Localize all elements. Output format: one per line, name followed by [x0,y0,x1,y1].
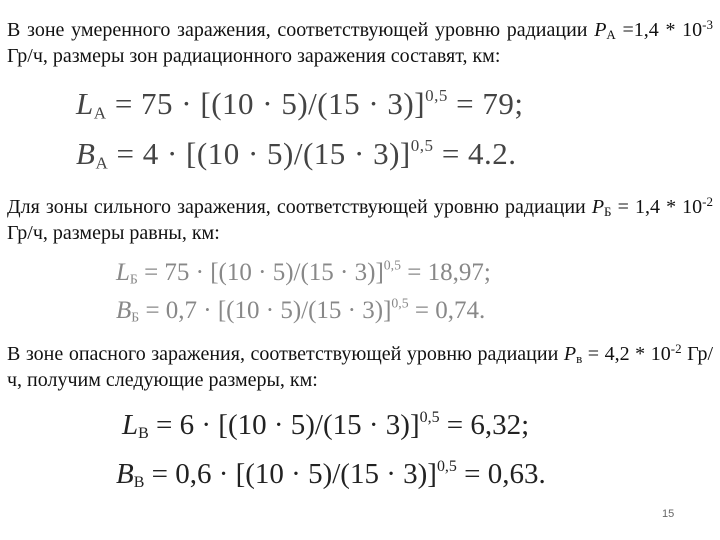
radiation-level-subscript: А [606,27,616,42]
radiation-level-exponent: -2 [702,194,713,209]
formula-length-strong: $L_Б = 75 \cdot [(10 \cdot 5)/(15 \cdot 3)]^{0,5} = 18,97$; [116,257,491,287]
paragraph-moderate-zone: В зоне умеренного заражения, соответствующей уровню радиации $P_А =1,4 * 10^{-3}$ Гр/ч, размеры зон радиационного заражения составят, км: [7,17,714,67]
radiation-level-exponent: -3 [702,17,714,32]
formula-width-dangerous: $B_В = 0,6 \cdot [(10 \cdot 5)/(15 \cdot 3)]^{0,5} = 0,63$. [116,458,546,491]
radiation-level-subscript: Б [604,204,612,219]
formula-length-dangerous: $L_В = 6 \cdot [(10 \cdot 5)/(15 \cdot 3)]^{0,5} = 6,32$; [122,409,530,442]
paragraph-strong-zone: Для зоны сильного заражения, соответствующей уровню радиации $P_Б = 1,4 * 10^{-2}$ Гр/ч, размеры равны, км: [7,194,713,244]
page-number: 15 [662,508,675,520]
radiation-level-symbol: P [563,343,577,365]
radiation-level-symbol: P [591,196,605,218]
paragraph-dangerous-zone: В зоне опасного заражения, соответствующей уровню радиации $P_в = 4,2 * 10^{-2}$ Гр/ч, получим следующие размеры, км: [7,341,714,391]
radiation-level-symbol: P [594,19,607,41]
formula-width-strong: $B_Б = 0,7 \cdot [(10 \cdot 5)/(15 \cdot 3)]^{0,5} = 0,74$. [116,295,486,325]
radiation-level-exponent: -2 [670,341,682,356]
formula-length-moderate: $L_А = 75 \cdot [(10 \cdot 5)/(15 \cdot 3)]^{0,5} = 79$; [76,86,524,123]
radiation-level-subscript: в [576,351,583,366]
formula-width-moderate: $B_А = 4 \cdot [(10 \cdot 5)/(15 \cdot 3)]^{0,5} = 4.2$. [76,136,517,173]
